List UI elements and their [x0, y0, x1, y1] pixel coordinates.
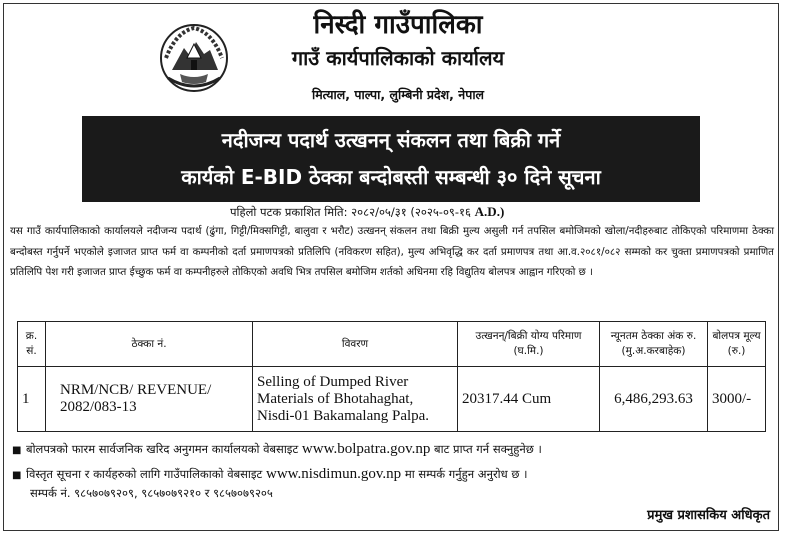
cell-quantity: 20317.44 Cum [458, 367, 600, 432]
col-header-sn: क्र. सं. [18, 322, 46, 367]
tender-table [17, 321, 766, 432]
office-address: मित्याल, पाल्पा, लुम्बिनी प्रदेश, नेपाल [311, 87, 485, 102]
col-header-bid-fee: बोलपत्र मूल्य (रु.) [708, 322, 766, 367]
col-header-contract-no: ठेक्का नं. [46, 322, 253, 367]
nepal-emblem-icon [158, 22, 230, 94]
notice-title-banner [82, 116, 700, 202]
cell-min-amount: 6,486,293.63 [600, 367, 708, 432]
square-bullet-icon: ■ [12, 470, 22, 481]
col-header-description: विवरण [253, 322, 458, 367]
cell-bid-fee: 3000/- [708, 367, 766, 432]
footer-website-line [12, 465, 772, 485]
col-header-min-amount: न्यूनतम ठेक्का अंक रु. (मु.अ.करबाहेक) [600, 322, 708, 367]
notice-title-line-2: कार्यको E-BID ठेक्का बन्दोबस्ती सम्बन्धी ३० दिने सूचना [181, 165, 601, 189]
footer-website-text: विस्तृत सूचना र कार्यहरुको लागि गाउँपालिकाको वेबसाइट [26, 467, 263, 481]
cell-description: Selling of Dumped River Materials of Bhotahaghat, Nisdi-01 Bakamalang Palpa. [253, 367, 458, 432]
table-header-row [18, 322, 766, 367]
cell-contract-no: NRM/NCB/ REVENUE/ 2082/083-13 [46, 367, 253, 432]
signatory-title: प्रमुख प्रशासकिय अधिकृत [647, 508, 770, 523]
municipality-website-link[interactable]: www.nisdimun.gov.np [266, 466, 402, 482]
col-header-quantity: उत्खनन्/बिक्री योग्य परिमाण (घ.मि.) [458, 322, 600, 367]
office-name: गाउँ कार्यपालिकाको कार्यालय [291, 46, 505, 70]
square-bullet-icon: ■ [12, 445, 22, 456]
footer-bolpatra-text: बोलपत्रको फारम सार्वजनिक खरिद अनुगमन कार्यालयको वेबसाइट [26, 442, 299, 456]
cell-sn: 1 [18, 367, 46, 432]
org-name: निस्दी गाउँपालिका [313, 10, 483, 40]
publication-date-label: पहिलो पटक प्रकाशित मिति: २०८२/०५/३१ (२०२५-०९-१६ [230, 205, 472, 219]
intro-paragraph: यस गाउँ कार्यपालिकाको कार्यालयले नदीजन्य पदार्थ (ढुंगा, गिट्टी/मिक्सगिट्टी, बालुवा र भरौट) उत्खनन् संकलन तथा बिक्री मुल्य असुली गर्न तपसिल बमोजिमको खोला/नदीहरुबाट तोकिएको परिमाणमा ठेक्का बन्दोबस्त गर्नुपर्ने भएकोले इजाजत प्राप्त फर्म वा कम्पनीको दर्ता प्रमाणपत्रको प्रतिलिपि (नविकरण सहित), मुल्य अभिवृद्धि कर दर्ता प्रमाणपत्र तथा आ.व.२०८१/०८२ सम्मको कर चुक्ता प्रमाणपत्रको प्रमाणित प्रतिलिपि पेश गरी इजाजत प्राप्त ईच्छुक फर्म वा कम्पनीहरुले तोकिएको अवधि भित्र तपसिल बमोजिम शर्तको अधिनमा रहि विद्युतिय बोलपत्र आह्वान गरिएको छ । [10, 226, 774, 278]
footer-bolpatra-end: बाट प्राप्त गर्न सक्नुहुनेछ । [434, 442, 542, 456]
footer-website-end: मा सम्पर्क गर्नुहुन अनुरोध छ । [404, 467, 528, 481]
publication-date-ad: A.D.) [474, 204, 505, 219]
notice-title-line-1: नदीजन्य पदार्थ उत्खनन् संकलन तथा बिक्री गर्ने [221, 128, 561, 152]
bolpatra-link[interactable]: www.bolpatra.gov.np [301, 441, 431, 457]
table-row [18, 367, 766, 432]
contact-numbers: सम्पर्क नं. ९८५७०७९२०९, ९८५७०७९२१० र ९८५७०७९२०५ [30, 486, 273, 500]
publication-date [230, 204, 670, 220]
footer-bolpatra-line [12, 440, 772, 460]
